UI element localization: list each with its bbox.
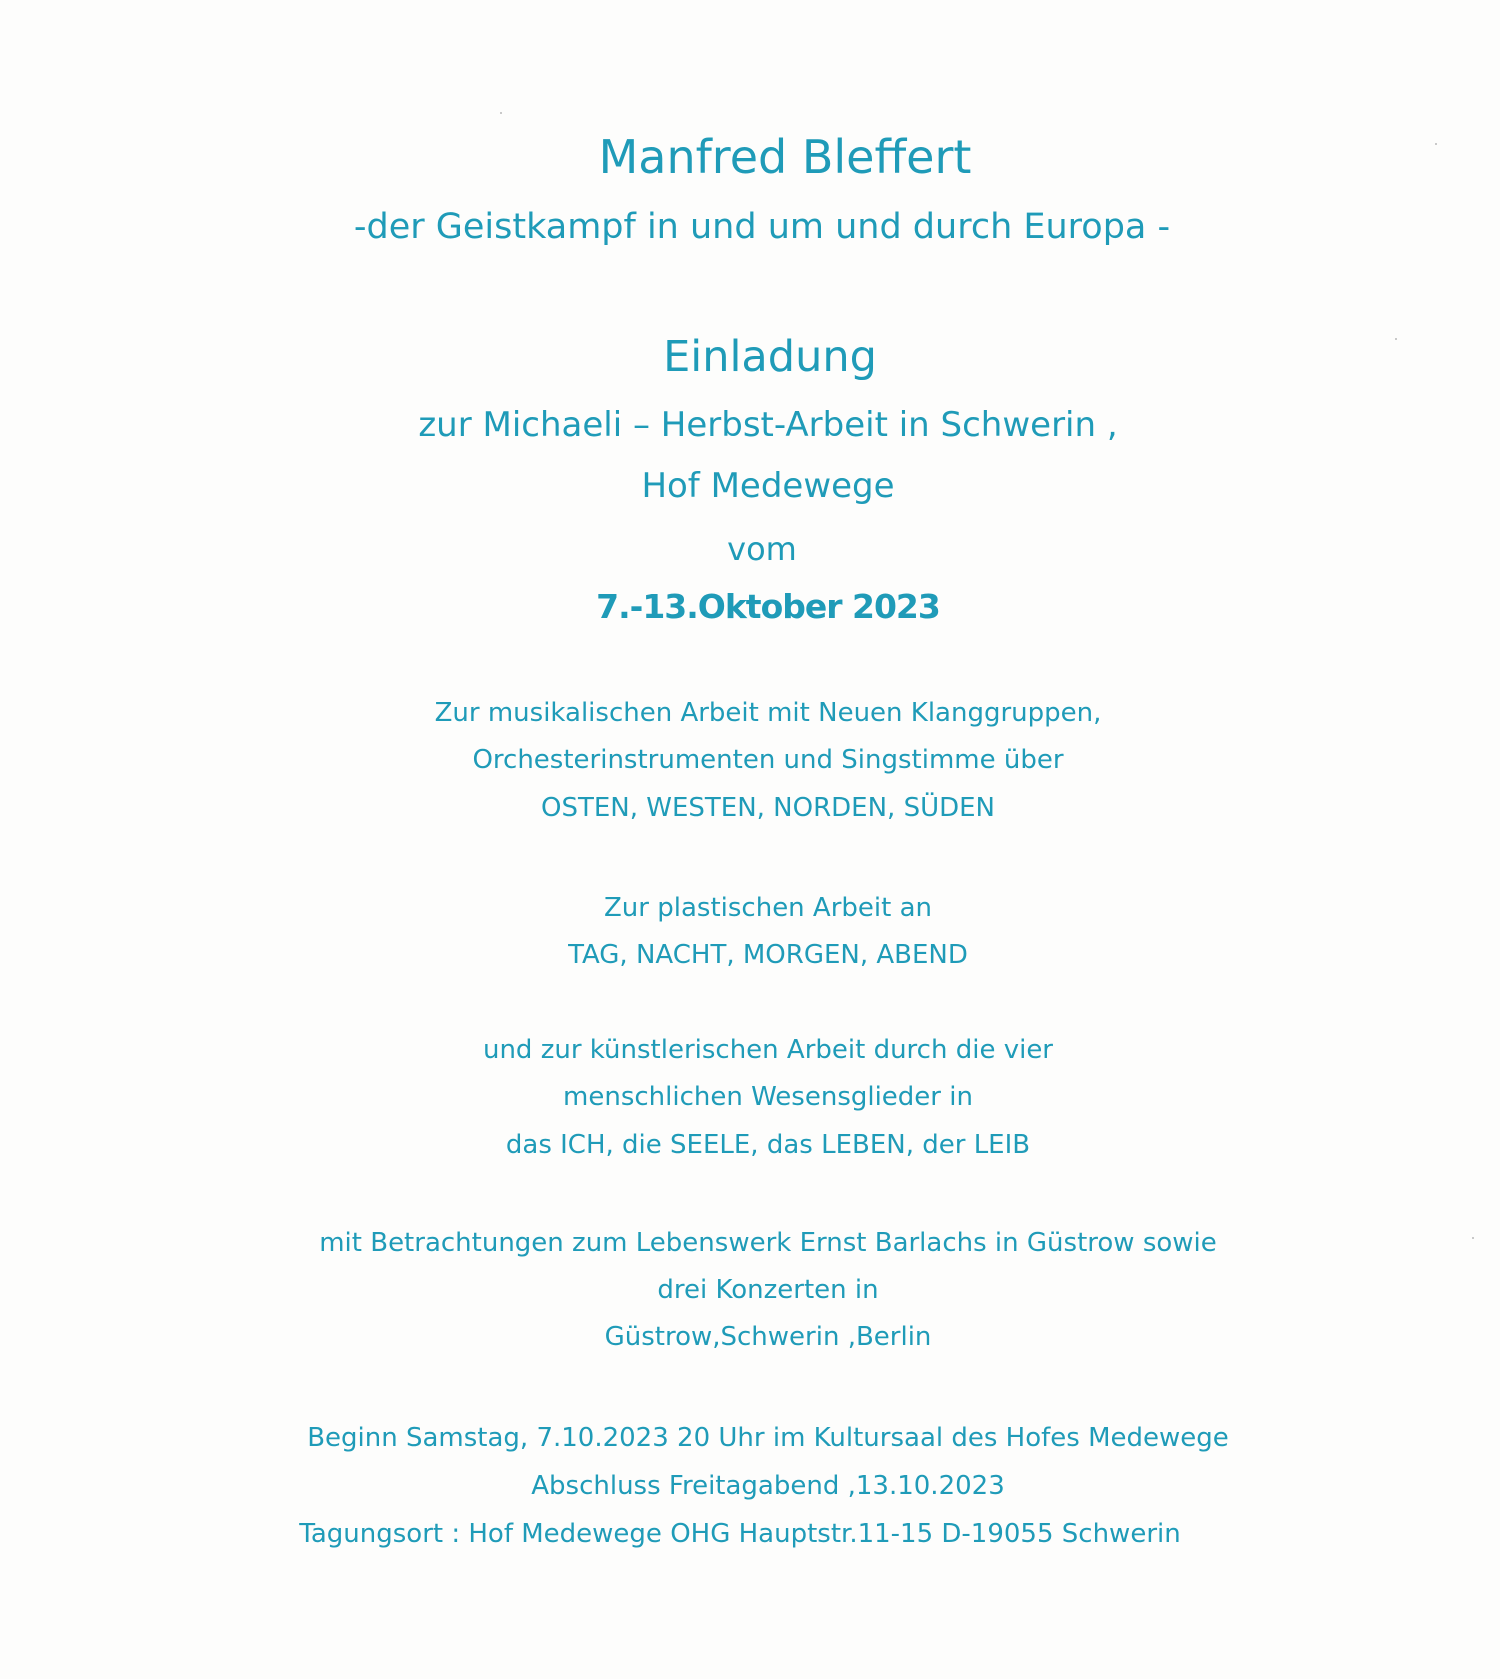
author-name: Manfred Bleffert xyxy=(598,130,972,184)
event-dates: 7.-13.Oktober 2023 xyxy=(596,587,940,626)
invitation-line-2: Hof Medewege xyxy=(641,466,895,506)
reflections-line-3: Güstrow,Schwerin ,Berlin xyxy=(604,1322,932,1352)
artistic-line-1: und zur künstlerischen Arbeit durch die vier xyxy=(482,1035,1054,1065)
subtitle: -der Geistkampf in und um und durch Europa - xyxy=(353,207,1171,247)
music-line-3: OSTEN, WESTEN, NORDEN, SÜDEN xyxy=(540,793,996,823)
music-line-2: Orchesterinstrumenten und Singstimme über xyxy=(472,745,1064,775)
reflections-line-2: drei Konzerten in xyxy=(657,1275,879,1305)
music-line-1: Zur musikalischen Arbeit mit Neuen Klanggruppen, xyxy=(434,698,1102,728)
invitation-heading: Einladung xyxy=(663,332,877,382)
artistic-line-2: menschlichen Wesensglieder in xyxy=(563,1082,973,1112)
sculpture-line-1: Zur plastischen Arbeit an xyxy=(604,893,932,923)
invitation-line-3: vom xyxy=(727,530,797,568)
invitation-line-1: zur Michaeli – Herbst-Arbeit in Schwerin , xyxy=(418,405,1118,445)
sculpture-line-2: TAG, NACHT, MORGEN, ABEND xyxy=(568,940,968,970)
artistic-line-3: das ICH, die SEELE, das LEBEN, der LEIB xyxy=(505,1130,1031,1160)
venue-details: Tagungsort : Hof Medewege OHG Hauptstr.11-15 D-19055 Schwerin xyxy=(299,1519,1181,1549)
reflections-line-1: mit Betrachtungen zum Lebenswerk Ernst Barlachs in Güstrow sowie xyxy=(319,1228,1217,1258)
scan-speck xyxy=(500,112,502,114)
start-details: Beginn Samstag, 7.10.2023 20 Uhr im Kultursaal des Hofes Medewege xyxy=(307,1423,1229,1453)
end-details: Abschluss Freitagabend ,13.10.2023 xyxy=(531,1471,1005,1501)
